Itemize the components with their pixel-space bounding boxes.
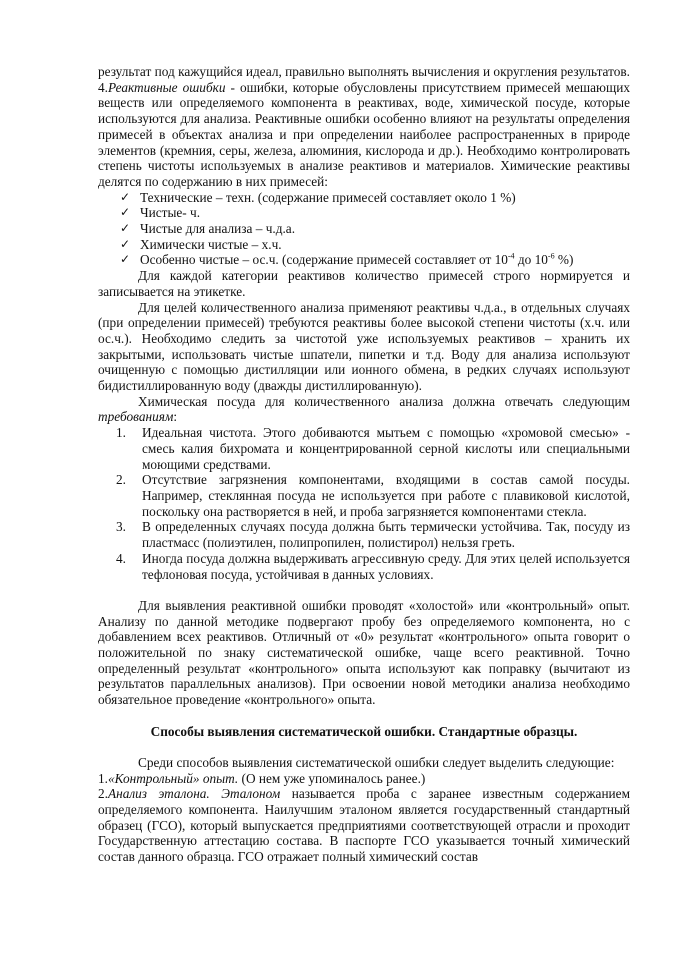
paragraph-labeling: Для каждой категории реактивов количество примесей строго нормируется и записывается на этикетке. (98, 268, 630, 299)
paragraph-standard-analysis: 2.Анализ эталона. Эталоном называется проба с заранее известным содержанием определяемого компонента. Наилучшим эталоном является государственный стандартный образец (ГСО), который выпускается предприятиями соответствующей отрасли и проходит Государственную аттестацию состава. В паспорте ГСО указывается точный химический состав данного образца. ГСО отражает полный химический состав (98, 786, 630, 865)
checkmark-icon: ✓ (120, 252, 131, 267)
list-item: 3. В определенных случаях посуда должна быть термически устойчива. Так, посуду из пластмасс (полиэтилен, полипропилен, полистирол) нельзя греть. (116, 519, 630, 551)
list-item: ✓ Химически чистые – х.ч. (120, 236, 282, 252)
item-number: 4. (98, 79, 108, 95)
list-item: ✓ Технические – техн. (содержание примесей составляет около 1 %) (120, 189, 516, 205)
paragraph-glassware-requirements: Химическая посуда для количественного анализа должна отвечать следующим требованиям: (98, 393, 630, 425)
paragraph-quantitative-reagents: Для целей количественного анализа применяют реактивы ч.д.а., в отдельных случаях (при определении примесей) требуются реактивы более высокой степени чистоты (х.ч. или ос.ч.). Необходимо следить за чистотой уже используемых реактивов – хранить их закрытыми, использовать чистые шпатели, пипетки и т.д. Воду для анализа используют очищенную с помощью дистилляции или ионного обмена, в редких случаях используют бидистиллированную воду (дважды дистиллированную). (98, 299, 630, 394)
term-requirements: требованиям (98, 409, 174, 425)
checkmark-icon: ✓ (120, 236, 131, 251)
list-item: ✓ Чистые- ч. (120, 205, 201, 221)
spacer (98, 582, 630, 598)
checkmark-icon: ✓ (120, 189, 131, 204)
checkmark-icon: ✓ (120, 221, 131, 236)
list-item: ✓ Особенно чистые – ос.ч. (содержание примесей составляет от $10^{-4}$ до $10^{-6}$ %) (120, 252, 574, 268)
reagent-errors-text: - ошибки, которые обусловлены присутствием примесей мешающих веществ или определяемого компонента в реактивах, воде, химической посуде, которые используются для анализа. Реактивные ошибки особенно влияют на результаты определения примесей в объектах анализа и при определении наиболее распространенных в природе элементов (кремния, серы, железа, алюминия, кислорода и др.). Необходимо контролировать степень чистоты используемых в анализе реактивов и материалов. Химические реактивы делятся по содержанию в них примесей: (98, 79, 630, 189)
requirements-list (98, 425, 630, 582)
list-item: 1. Идеальная чистота. Этого добиваются мытьем с помощью «хромовой смесью» - смесь калия бихромата и концентрированной серной кислоты или специальными моющими средствами. (116, 425, 630, 472)
checkmark-icon: ✓ (120, 205, 131, 220)
term-control-test: «Контрольный» опыт. (107, 770, 239, 786)
paragraph-rounding: результат под кажущийся идеал, правильно выполнять вычисления и округления результатов. (98, 64, 630, 79)
paragraph-control-test: 1.«Контрольный» опыт. (О нем уже упоминалось ранее.) (98, 770, 426, 786)
term-reagent-errors: Реактивные ошибки (107, 79, 226, 95)
spacer (98, 739, 630, 755)
purity-grades-list (98, 190, 630, 269)
list-item: 2. Отсутствие загрязнения компонентами, входящими в состав самой посуды. Например, стеклянная посуда не используется при работе с плавиковой кислотой, поскольку она растворяется в ней, и проба загрязняется компонентами стекла. (116, 472, 630, 519)
section-heading: Способы выявления систематической ошибки. Стандартные образцы. (150, 723, 578, 739)
term-standard-analysis: Анализ эталона. Эталоном (107, 786, 281, 802)
spacer (98, 708, 630, 724)
list-item: ✓ Чистые для анализа – ч.д.а. (120, 221, 296, 237)
paragraph-methods-intro: Среди способов выявления систематической ошибки следует выделить следующие: (138, 754, 615, 770)
list-item: 4. Иногда посуда должна выдерживать агрессивную среду. Для этих целей используется тефлоновая посуда, устойчивая в данных условиях. (116, 550, 630, 582)
paragraph-reagent-errors (98, 80, 630, 190)
paragraph-blank-test: Для выявления реактивной ошибки проводят «холостой» или «контрольный» опыт. Анализу по данной методике подвергают пробу без определяемого компонента, но с добавлением всех реактивов. Отличный от «0» результат «контрольного» опыта говорит о положительной по знаку систематической ошибке, чаще всего реактивной. Точно определенный результат «контрольного» опыта используют как поправку (вычитают из результатов параллельных анализов). При освоении новой методики анализа необходимо обязательное проведение «контрольного» опыта. (98, 597, 630, 708)
document-body (98, 64, 630, 865)
